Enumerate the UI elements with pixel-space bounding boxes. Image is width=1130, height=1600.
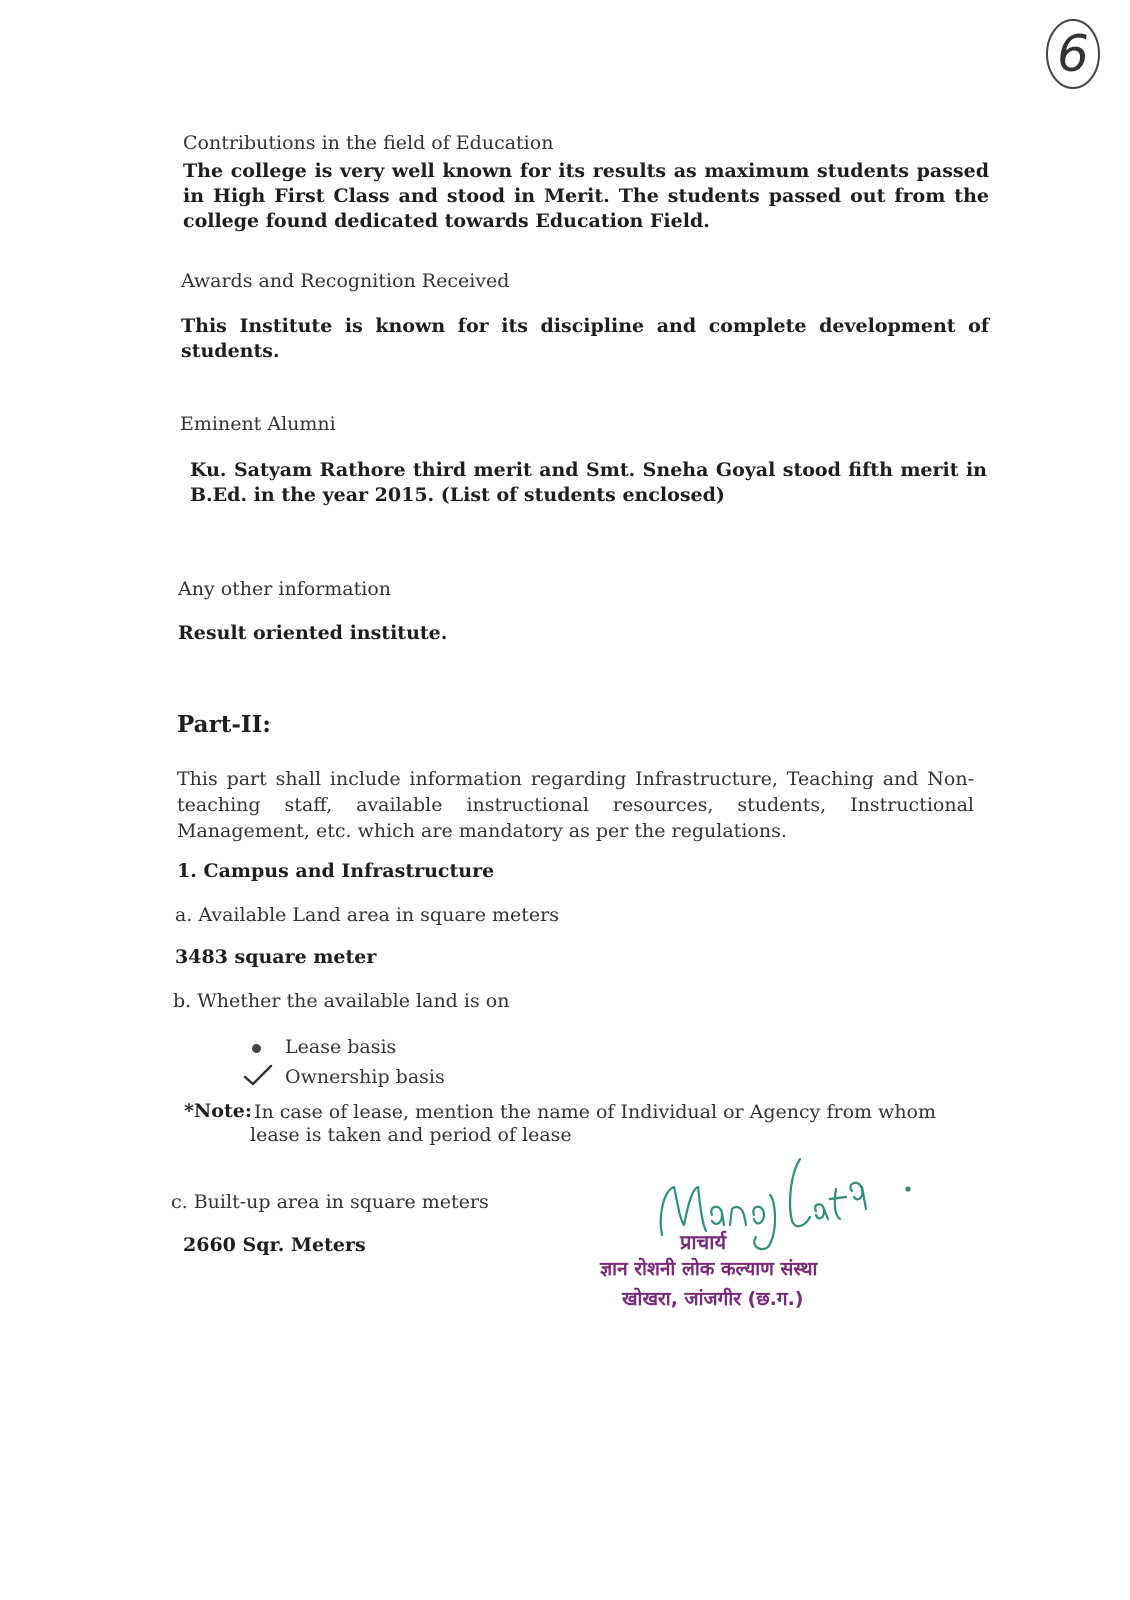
land-basis-label: b. Whether the available land is on [173, 990, 510, 1012]
option-ownership-label: Ownership basis [285, 1066, 445, 1088]
land-area-value: 3483 square meter [175, 946, 377, 968]
part2-title: Part-II: [177, 711, 271, 738]
page-number-text: 6 [1057, 25, 1089, 83]
option-lease-label: Lease basis [285, 1036, 397, 1058]
contributions-text: The college is very well known for its results as maximum students passed in High First Class and stood in Merit. The students passed out from the college found dedicated towards Education Field. [183, 160, 989, 232]
stamp-designation: प्राचार्य [680, 1230, 727, 1254]
builtup-area-value: 2660 Sqr. Meters [183, 1234, 366, 1256]
alumni-text: Ku. Satyam Rathore third merit and Smt. Sneha Goyal stood fifth merit in B.Ed. in the year 2015. (List of students enclosed) [190, 459, 987, 506]
stamp-org-line1: ज्ञान रोशनी लोक कल्याण संस्था [600, 1258, 818, 1280]
campus-section-title: 1. Campus and Infrastructure [177, 860, 495, 882]
stamp-org-line2: खोखरा, जांजगीर (छ.ग.) [622, 1288, 804, 1310]
alumni-heading: Eminent Alumni [180, 413, 336, 435]
other-info-heading: Any other information [178, 578, 392, 600]
awards-heading: Awards and Recognition Received [181, 270, 510, 292]
bullet-icon [252, 1044, 261, 1053]
checkmark-icon [243, 1064, 273, 1088]
contributions-heading: Contributions in the field of Education [183, 132, 554, 154]
awards-text: This Institute is known for its discipline and complete development of students. [181, 315, 989, 362]
note-text-line2: lease is taken and period of lease [250, 1124, 572, 1146]
note-text-line1: In case of lease, mention the name of Individual or Agency from whom [254, 1101, 937, 1123]
part2-intro: This part shall include information regarding Infrastructure, Teaching and Non-teaching staff, available instructional resources, students, Instructional Management, etc. which are mandatory as per the regulations. [177, 768, 974, 842]
note-label: *Note: [184, 1100, 252, 1122]
page-number [1045, 17, 1101, 91]
land-area-label: a. Available Land area in square meters [175, 904, 559, 926]
other-info-text: Result oriented institute. [178, 622, 448, 644]
builtup-area-label: c. Built-up area in square meters [171, 1191, 489, 1213]
